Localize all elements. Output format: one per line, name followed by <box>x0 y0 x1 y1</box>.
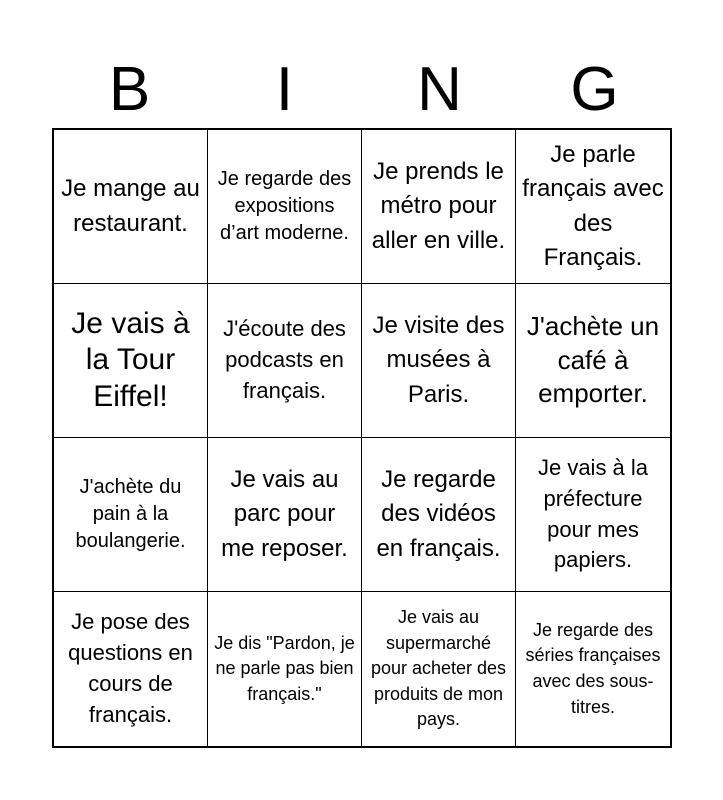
bingo-cell-text: Je vais au parc pour me reposer. <box>221 466 348 562</box>
bingo-cell-6 <box>208 284 362 438</box>
bingo-cell-9 <box>54 438 208 592</box>
bingo-cell-text: Je vais à la préfecture pour mes papiers. <box>537 454 649 573</box>
bingo-cell-3 <box>362 130 516 284</box>
bingo-board <box>52 128 672 748</box>
header-letter-n: N <box>417 55 462 124</box>
bingo-cell-14 <box>208 592 362 746</box>
header-letter-b: B <box>108 55 151 124</box>
bingo-cell-text: Je prends le métro pour aller en ville. <box>371 158 506 254</box>
bingo-cell-text: J'achète un café à emporter. <box>526 310 660 409</box>
bingo-header <box>52 52 672 128</box>
bingo-cell-13 <box>54 592 208 746</box>
bingo-cell-text: Je regarde des vidéos en français. <box>376 466 501 562</box>
bingo-cell-text: J'écoute des podcasts en français. <box>223 316 346 403</box>
bingo-cell-2 <box>208 130 362 284</box>
bingo-cell-text: Je mange au restaurant. <box>61 175 200 237</box>
bingo-cell-12 <box>516 438 670 592</box>
bingo-cell-text: Je regarde des séries françaises avec des sous-titres. <box>525 619 661 717</box>
bingo-cell-16 <box>516 592 670 746</box>
bingo-cell-10 <box>208 438 362 592</box>
bingo-cell-1 <box>54 130 208 284</box>
bingo-cell-text: Je vais à la Tour Eiffel! <box>71 306 190 413</box>
bingo-cell-text: Je vais au supermarché pour acheter des produits de mon pays. <box>370 607 507 730</box>
header-letter-i: I <box>275 55 294 124</box>
bingo-cell-15 <box>362 592 516 746</box>
bingo-cell-text: Je parle français avec des Français. <box>522 141 664 271</box>
bingo-cell-text: J'achète du pain à la boulangerie. <box>75 475 186 553</box>
bingo-cell-text: Je dis "Pardon, je ne parle pas bien français." <box>214 632 355 704</box>
bingo-cell-text: Je pose des questions en cours de français. <box>68 609 193 727</box>
header-letter-g: G <box>570 55 619 124</box>
bingo-cell-11 <box>362 438 516 592</box>
bingo-cell-text: Je visite des musées à Paris. <box>372 312 505 408</box>
bingo-cell-text: Je regarde des expositions d’art moderne. <box>217 167 352 245</box>
bingo-cell-8 <box>516 284 670 438</box>
bingo-cell-4 <box>516 130 670 284</box>
bingo-cell-5 <box>54 284 208 438</box>
bingo-cell-7 <box>362 284 516 438</box>
